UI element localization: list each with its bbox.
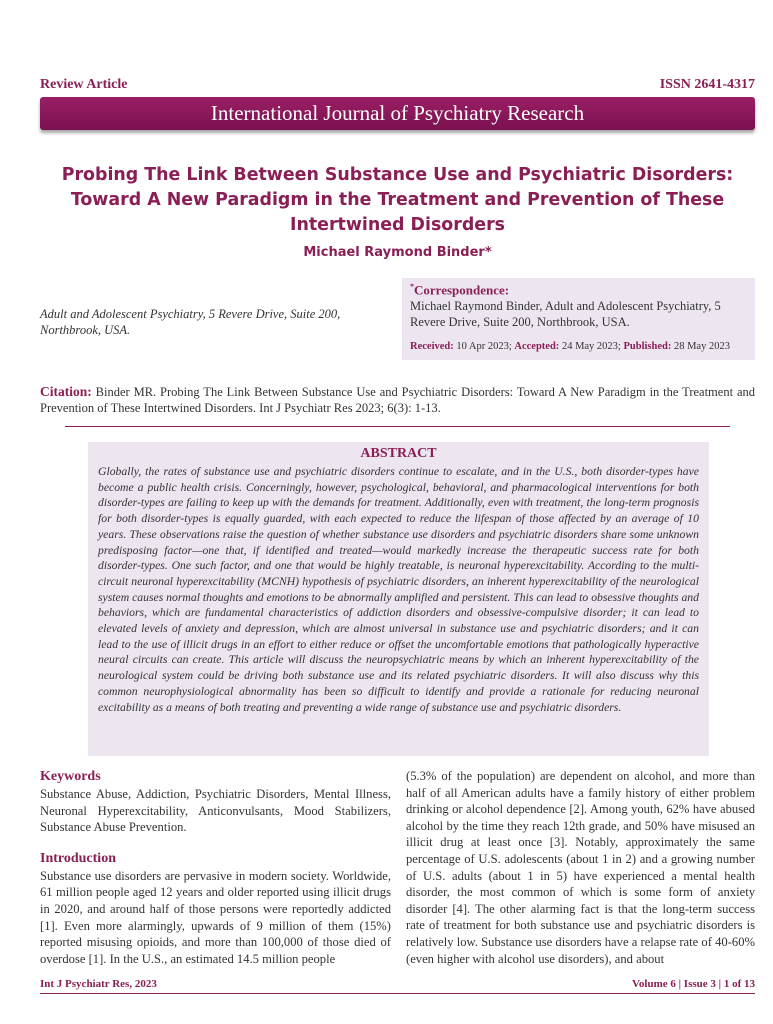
article-title: Probing The Link Between Substance Use and Psychiatric Disorders: Toward A New Paradigm in the Treatment and Prevention of These Intertwined Disorders (61, 165, 734, 235)
issn-label: ISSN 2641-4317 (659, 77, 755, 92)
footer-journal: Int J Psychiatr Res, 2023 (40, 978, 157, 990)
published-date: 28 May 2023 (673, 341, 730, 353)
introduction-heading: Introduction (40, 850, 116, 866)
left-column (40, 769, 391, 967)
citation-label: Citation: (40, 384, 92, 399)
citation-divider (65, 426, 730, 427)
correspondence-address: Michael Raymond Binder, Adult and Adolescent Psychiatry, 5 Revere Drive, Suite 200, Northbrook, USA. (410, 299, 721, 330)
published-label: Published: (623, 341, 672, 353)
author-affiliation: Adult and Adolescent Psychiatry, 5 Revere Drive, Suite 200, Northbrook, USA. (40, 307, 341, 337)
accepted-label: Accepted: (514, 341, 560, 353)
citation (40, 384, 755, 416)
received-date: 10 Apr 2023; (456, 341, 512, 353)
abstract-box (88, 442, 709, 756)
keywords-text: Substance Abuse, Addiction, Psychiatric Disorders, Mental Illness, Neuronal Hyperexcitability, Anticonvulsants, Mood Stabilizers, Substance Abuse Prevention. (40, 787, 391, 835)
accepted-date: 24 May 2023; (561, 341, 621, 353)
correspondence-marker: * (410, 282, 414, 291)
introduction-text-left: Substance use disorders are pervasive in modern society. Worldwide, 61 million people aged 12 years and older reported using illicit drugs in 2020, and around half of those persons were reportedly addicted [1]. Even more alarmingly, upwards of 9 million of them (15%) reported misusing opioids, and more than 100,000 of those died of overdose [1]. In the U.S., an estimated 14.5 million people (40, 868, 391, 966)
citation-text: Binder MR. Probing The Link Between Substance Use and Psychiatric Disorders: Toward A New Paradigm in the Treatment and Prevention of These Intertwined Disorders. Int J Psychiatr Res 2023; 6(3): 1-13. (40, 385, 755, 415)
right-column (406, 768, 755, 967)
correspondence-heading: *Correspondence: (410, 282, 510, 298)
publication-dates (410, 341, 747, 352)
correspondence-box (402, 278, 755, 360)
footer-volume-info: Volume 6 | Issue 3 | 1 of 13 (631, 978, 755, 990)
footer-divider (40, 993, 755, 994)
abstract-heading: ABSTRACT (360, 446, 437, 461)
article-type-label: Review Article (40, 77, 128, 92)
journal-banner: International Journal of Psychiatry Research (40, 97, 755, 130)
abstract-text: Globally, the rates of substance use and psychiatric disorders continue to escalate, and in the U.S., both disorder-types have become a public health crisis. Concerningly, however, psychological, behavioral, and pharmacological interventions for both disorder-types are failing to keep up with the demands for treatment. Additionally, even with treatment, the long-term prognosis for both disorder-types is equally guarded, with each expected to reduce the lifespan of those affected by an average of 10 years. These observations raise the question of whether substance use disorders and psychiatric disorders share some unknown predisposing factor—one that, if identified and treated—would markedly increase the therapeutic success rate for both disorder-types. One such factor, and one that would be highly treatable, is neuronal hyperexcitability. According to the multi-circuit neuronal hyperexcitability (MCNH) hypothesis of psychiatric disorders, an inherent hyperexcitability of the neurological system causes normal thoughts and emotions to be abnormally amplified and persistent. This can lead to obsessive thoughts and behaviors, which are fundamental characteristics of addiction disorders and obsessive-compulsive disorder; it can lead to elevated levels of anxiety and depression, which are almost universal in substance use and psychiatric disorders; and it can lead to the use of illicit drugs in an effort to either reduce or offset the uncomfortable emotions that pathologically hyperactive neural circuits can create. This article will discuss the neuropsychiatric means by which an inherent hyperexcitability of the neurological system could be driving both substance use and its related psychiatric disorders. It will also discuss why this common neurophysiological abnormality has been so difficult to identify and provide a rationale for reducing neuronal excitability as a means of both treating and preventing a wide range of substance use and psychiatric disorders. (98, 465, 699, 714)
received-label: Received: (410, 341, 454, 353)
keywords-heading: Keywords (40, 769, 101, 784)
introduction-text-right: (5.3% of the population) are dependent on alcohol, and more than half of all American adults have a family history of either problem drinking or alcohol dependence [2]. Among youth, 62% have abused alcohol by the time they reach 12th grade, and 50% have misused an illicit drug at least once [3]. Notably, approximately the same percentage of U.S. adolescents (about 1 in 2) and a growing number of U.S. adults (about 1 in 5) have experienced a mental health disorder, the most common of which is some form of anxiety disorder [4]. The other alarming fact is that the long-term success rate of treatment for both substance use and psychiatric disorders is relatively low. Substance use disorders have a relapse rate of 40-60% (even higher with alcohol use disorders), and about (406, 769, 755, 966)
author-name: Michael Raymond Binder* (303, 245, 492, 260)
